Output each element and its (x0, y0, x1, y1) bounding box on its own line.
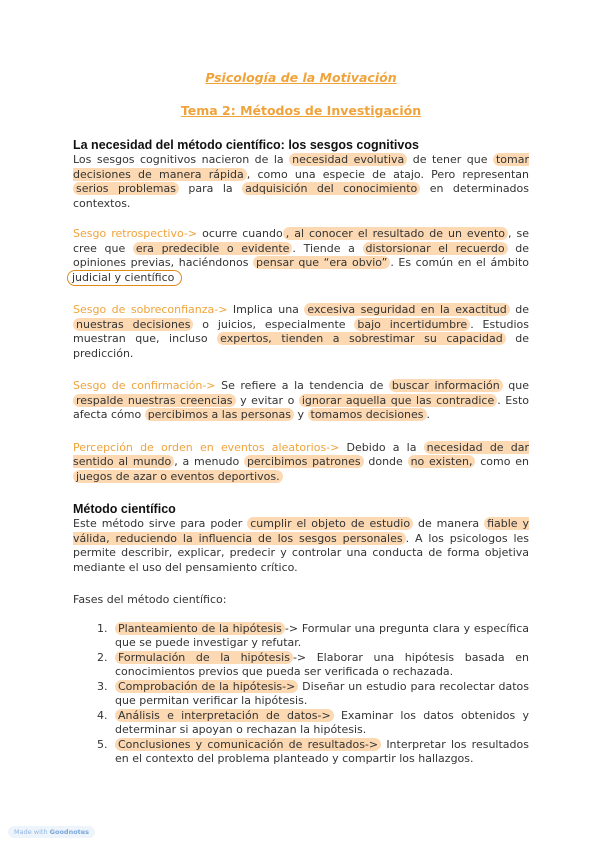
highlight: juegos de azar o eventos deportivos. (73, 470, 283, 483)
paragraph-biases-intro: Los sesgos cognitivos nacieron de la necesidad evolutiva de tener que tomar decisiones de manera rápida , como una especie de atajo. Pero representan serios problemas para la adquisición del conocimiento en determinados contextos. (73, 153, 529, 210)
highlight: Planteamiento de la hipótesis (115, 622, 285, 635)
highlight: ignorar aquella que las contradice (299, 394, 497, 407)
paragraph-retrospective-bias: Sesgo retrospectivo-> ocurre cuando , al conocer el resultado de un evento , se cree que era predecible o evidente . Tiende a distorsionar el recuerdo de opiniones previas, haciéndonos pensar que “era obvio” . Es común en el ámbito judicial y científico (73, 227, 529, 285)
list-item: 3. Comprobación de la hipótesis-> Diseñar un estudio para recolectar datos que permitan verificar la hipótesis. (111, 680, 529, 709)
highlight: expertos, tienden a sobrestimar su capacidad (217, 332, 506, 345)
highlight: bajo incertidumbre (354, 318, 470, 331)
highlight: , al conocer el resultado de un evento (283, 227, 508, 240)
goodnotes-badge (8, 826, 95, 838)
highlight: Análisis e interpretación de datos-> (115, 709, 334, 722)
highlight: tomar decisiones de manera rápida (73, 153, 529, 181)
highlight: necesidad evolutiva (289, 153, 407, 166)
highlight: percibimos a las personas (145, 408, 294, 421)
term-label: Sesgo de sobreconfianza-> (73, 303, 228, 316)
course-title: Psicología de la Motivación (205, 70, 397, 85)
highlight: Conclusiones y comunicación de resultados-> (115, 738, 381, 751)
term-label: Sesgo de confirmación-> (73, 379, 216, 392)
topic-title: Tema 2: Métodos de Investigación (180, 103, 422, 118)
section-heading-biases: La necesidad del método científico: los sesgos cognitivos (73, 138, 419, 152)
highlight: tomamos decisiones (308, 408, 427, 421)
highlight: necesidad de dar sentido al mundo (73, 440, 529, 468)
list-item: 2. Formulación de la hipótesis -> Elaborar una hipótesis basada en conocimientos previos que pueda ser verificada o rechazada. (111, 651, 529, 680)
circled-annotation: judicial y científico (67, 270, 182, 286)
paragraph-random-order-perception: Percepción de orden en eventos aleatorios-> Debido a la necesidad de dar sentido al mundo , a menudo percibimos patrones donde no existen, como en juegos de azar o eventos deportivos. (73, 440, 529, 483)
highlight: nuestras decisiones (73, 318, 193, 331)
paragraph-scientific-method-intro: Este método sirve para poder cumplir el objeto de estudio de manera fiable y válida, reduciendo la influencia de los sesgos personales . A los psicologos les permite describir, explicar, predecir y controlar una conducta de forma objetiva mediante el uso del pensamiento crítico. (73, 517, 530, 574)
highlight: era predecible o evidente (133, 242, 293, 255)
highlight: serios problemas (73, 182, 179, 195)
highlight: Formulación de la hipótesis (115, 651, 293, 664)
list-item: 4. Análisis e interpretación de datos-> Examinar los datos obtenidos y determinar si apoyan o rechazan la hipótesis. (111, 709, 529, 738)
list-item: 1. Planteamiento de la hipótesis -> Formular una pregunta clara y específica que se puede investigar y refutar. (111, 622, 529, 651)
phases-label: Fases del método científico: (73, 593, 227, 606)
document-page (73, 70, 529, 767)
term-label: Percepción de orden en eventos aleatorios-> (73, 440, 340, 454)
phases-list (73, 622, 529, 767)
highlight: cumplir el objeto de estudio (247, 517, 413, 530)
highlight: respalde nuestras creencias (73, 394, 236, 407)
highlight: Comprobación de la hipótesis-> (115, 680, 298, 693)
list-item: 5. Conclusiones y comunicación de resultados-> Interpretar los resultados en el contexto del problema planteado y compartir los hallazgos. (111, 738, 529, 767)
highlight: adquisición del conocimiento (242, 182, 420, 195)
section-heading-scientific-method: Método científico (73, 502, 176, 516)
highlight: no existen, (408, 455, 476, 468)
made-with-label: Made with (14, 828, 48, 836)
app-name: Goodnotes (49, 828, 90, 836)
paragraph-overconfidence-bias: Sesgo de sobreconfianza-> Implica una excesiva seguridad en la exactitud de nuestras decisiones o juicios, especialmente bajo incertidumbre . Estudios muestran que, incluso expertos, tienden a sobrestimar su capacidad de predicción. (73, 303, 530, 360)
term-label: Sesgo retrospectivo-> (73, 227, 198, 240)
paragraph-confirmation-bias: Sesgo de confirmación-> Se refiere a la tendencia de buscar información que respalde nuestras creencias y evitar o ignorar aquella que las contradice . Esto afecta cómo percibimos a las personas y tomamos decisiones . (73, 379, 530, 421)
highlight: distorsionar el recuerdo (363, 242, 508, 255)
highlight: fiable y válida, reduciendo la influencia de los sesgos personales (73, 517, 530, 545)
highlight: pensar que “era obvio” (253, 256, 390, 269)
highlight: percibimos patrones (244, 455, 364, 468)
highlight: buscar información (389, 379, 503, 392)
highlight: excesiva seguridad en la exactitud (304, 303, 509, 316)
